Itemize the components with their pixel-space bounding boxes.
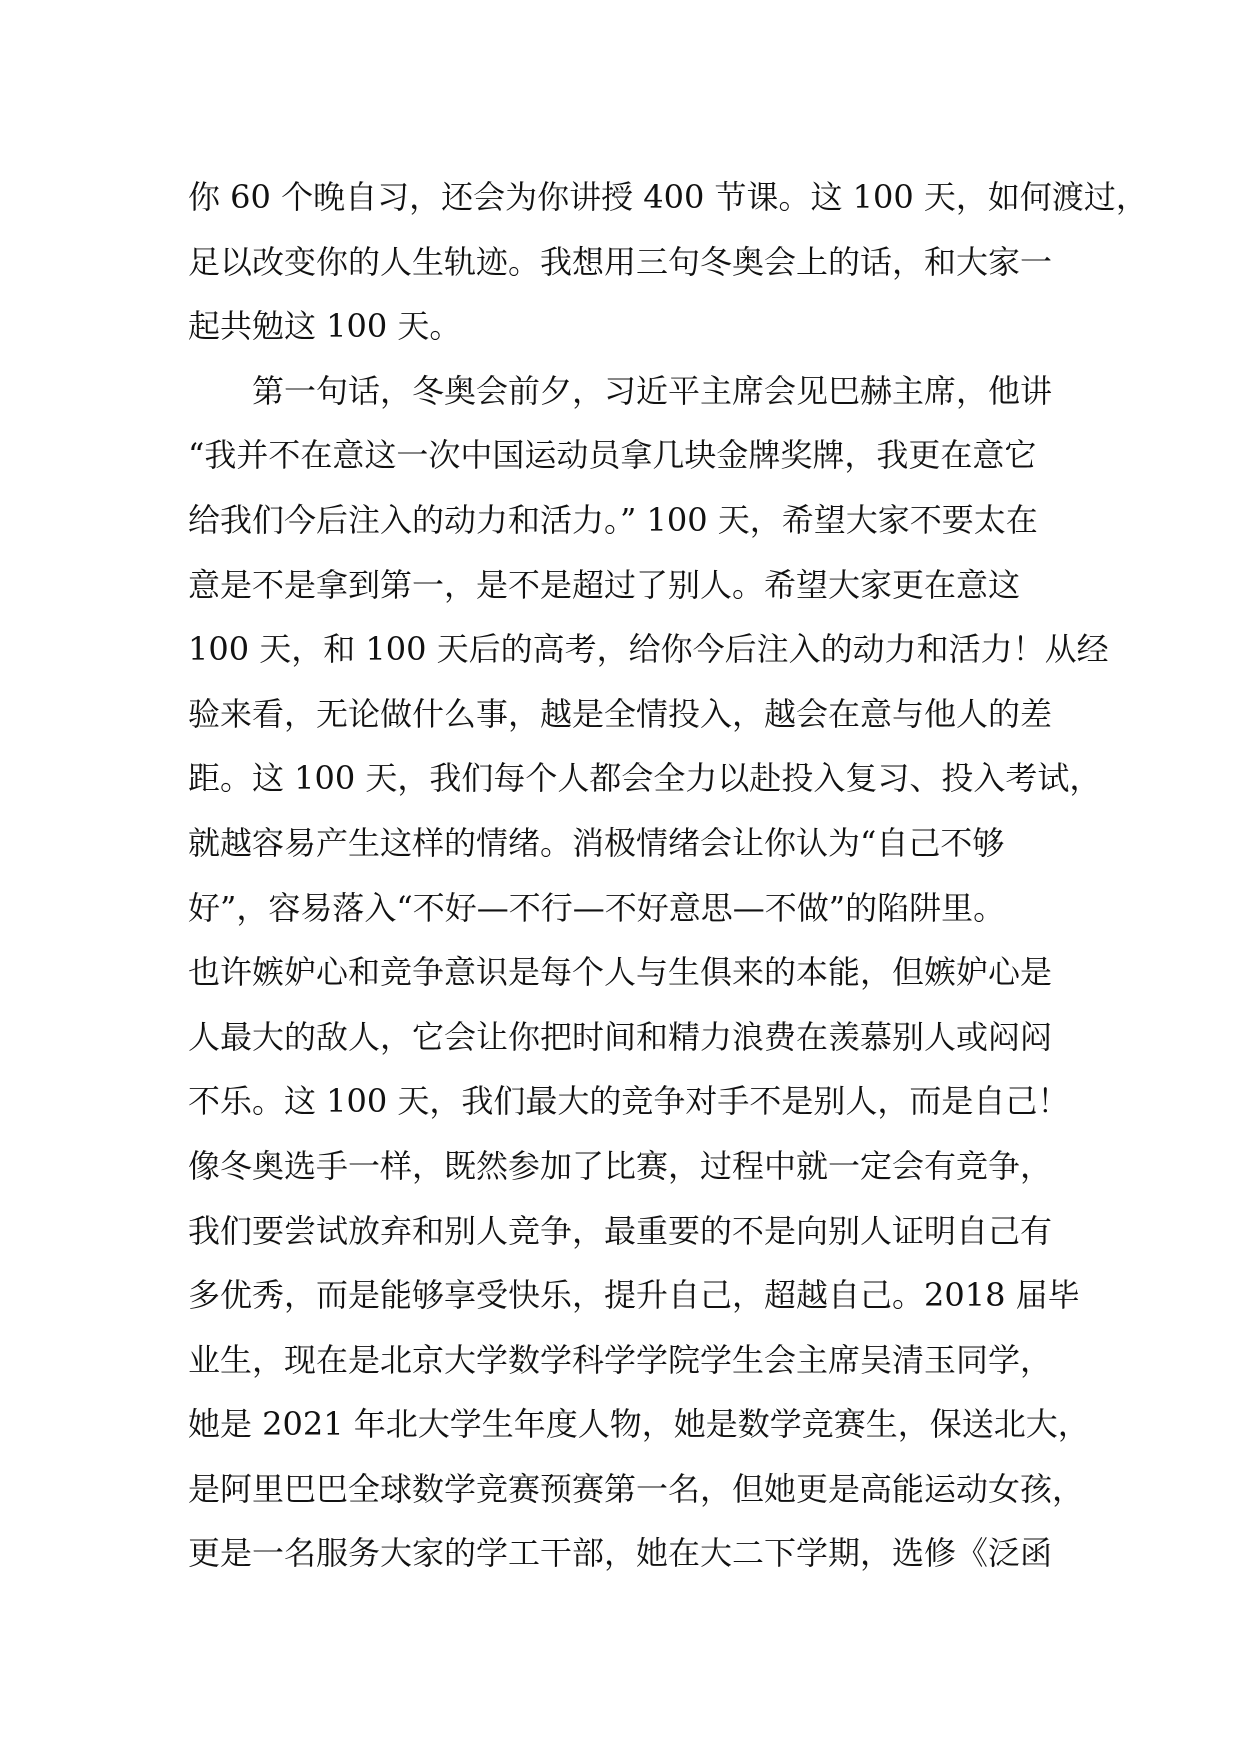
text-line: 意是不是拿到第一，是不是超过了别人。希望大家更在意这 (188, 565, 1021, 604)
text-line: 更是一名服务大家的学工干部，她在大二下学期，选修《泛函 (188, 1534, 1053, 1573)
text-line: 不乐。这 100 天，我们最大的竞争对手不是别人，而是自己！ (188, 1082, 1070, 1121)
text-line: 你 60 个晚自习，还会为你讲授 400 节课。这 100 天，如何渡过， (188, 178, 1148, 216)
text-line: 我们要尝试放弃和别人竞争，最重要的不是向别人证明自己有 (188, 1211, 1053, 1250)
body-text (188, 165, 1148, 1586)
text-line: 第一句话，冬奥会前夕，习近平主席会见巴赫主席，他讲 (188, 371, 1053, 410)
text-line: 好”，容易落入“不好—不行—不好意思—不做”的陷阱里。 (188, 888, 1006, 927)
text-line: 验来看，无论做什么事，越是全情投入，越会在意与他人的差 (188, 694, 1053, 733)
text-line: 起共勉这 100 天。 (188, 307, 462, 346)
text-line: 也许嫉妒心和竞争意识是每个人与生俱来的本能，但嫉妒心是 (188, 953, 1053, 992)
text-line: 像冬奥选手一样，既然参加了比赛，过程中就一定会有竞争， (188, 1146, 1053, 1185)
text-line: 是阿里巴巴全球数学竞赛预赛第一名，但她更是高能运动女孩， (188, 1469, 1085, 1508)
text-line: 足以改变你的人生轨迹。我想用三句冬奥会上的话，和大家一 (188, 242, 1053, 281)
text-line: 她是 2021 年北大学生年度人物，她是数学竞赛生，保送北大， (188, 1405, 1090, 1444)
text-line: 业生，现在是北京大学数学科学学院学生会主席吴清玉同学， (188, 1340, 1053, 1379)
text-line: 距。这 100 天，我们每个人都会全力以赴投入复习、投入考试， (188, 759, 1102, 798)
text-line: 多优秀，而是能够享受快乐，提升自己，超越自己。2018 届毕 (188, 1276, 1080, 1315)
text-line: 给我们今后注入的动力和活力。” 100 天，希望大家不要太在 (188, 500, 1038, 539)
text-line: 100 天，和 100 天后的高考，给你今后注入的动力和活力！从经 (188, 630, 1109, 669)
text-line: 人最大的敌人，它会让你把时间和精力浪费在羡慕别人或闷闷 (188, 1017, 1053, 1056)
text-line: 就越容易产生这样的情绪。消极情绪会让你认为“自己不够 (188, 823, 1005, 862)
text-line: “我并不在意这一次中国运动员拿几块金牌奖牌，我更在意它 (188, 436, 1037, 475)
